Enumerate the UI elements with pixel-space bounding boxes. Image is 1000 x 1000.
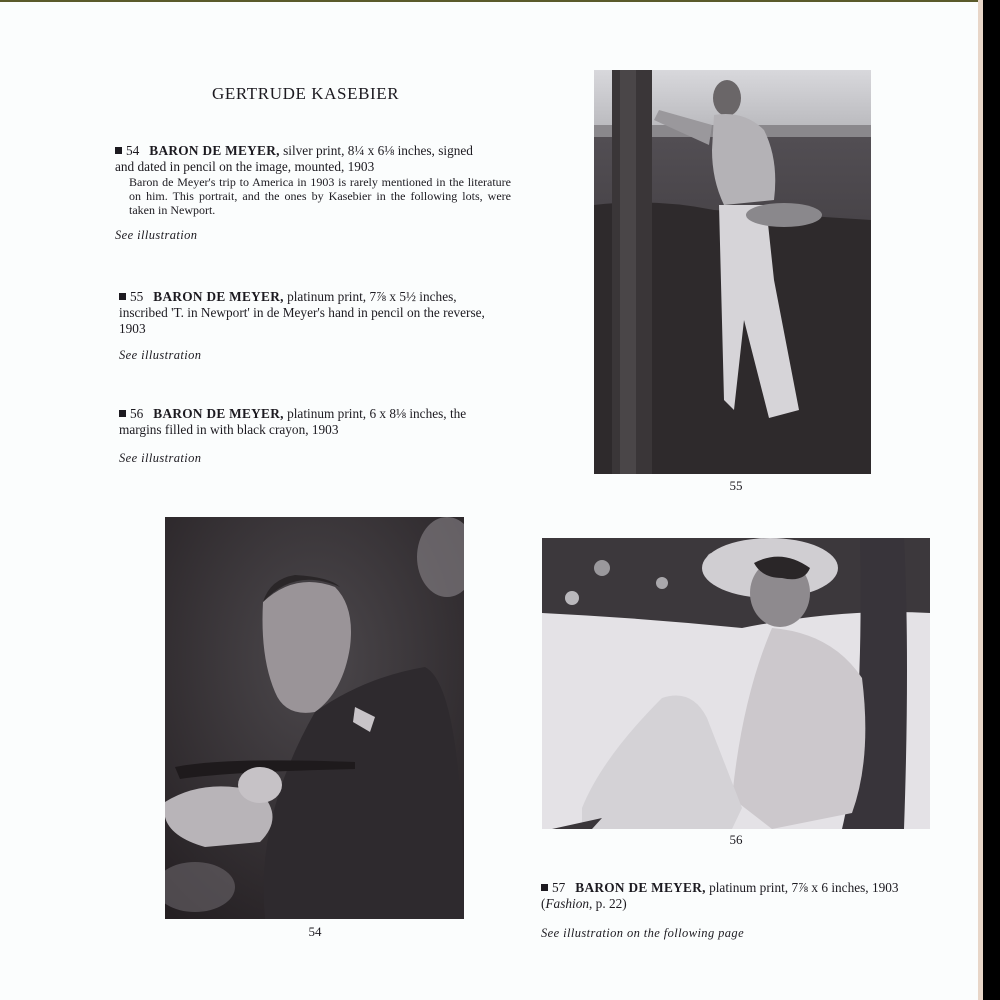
lot-title: BARON DE MEYER, (153, 406, 284, 421)
lot-57 (541, 880, 941, 912)
see-illustration-56: See illustration (119, 451, 202, 465)
lot-description-cont: inscribed 'T. in Newport' in de Meyer's hand in pencil on the reverse, (119, 305, 485, 320)
photo-54-image (165, 517, 464, 919)
lot-57-line1 (541, 880, 941, 896)
photo-55 (594, 70, 871, 474)
lot-55-line1 (119, 289, 515, 305)
bullet-square-icon (115, 147, 122, 154)
section-heading: GERTRUDE KASEBIER (212, 84, 400, 103)
lot-number: 54 (126, 143, 140, 158)
lot-description-cont: and dated in pencil on the image, mounted, 1903 (115, 159, 375, 174)
caption-56: 56 (729, 832, 743, 847)
publication-title: Fashion (545, 896, 590, 911)
lot-description: platinum print, 7⅞ x 6 inches, 1903 (705, 880, 899, 895)
bullet-square-icon (541, 884, 548, 891)
lot-56 (119, 406, 515, 438)
photo-55-image (594, 70, 871, 474)
lot-55 (119, 289, 515, 337)
see-illustration-55: See illustration (119, 348, 202, 362)
lot-title: BARON DE MEYER, (153, 289, 284, 304)
photo-54 (165, 517, 464, 919)
page-right-edge (978, 0, 983, 1000)
see-illustration-57: See illustration on the following page (541, 926, 745, 940)
lot-description-cont: margins filled in with black crayon, 1903 (119, 422, 339, 437)
lot-description-cont: 1903 (119, 321, 146, 336)
see-illustration-54: See illustration (115, 228, 198, 242)
paren-open: ( (541, 896, 546, 911)
bullet-square-icon (119, 293, 126, 300)
caption-54: 54 (308, 924, 322, 939)
lot-note: Baron de Meyer's trip to America in 1903 is rarely mentioned in the literature on him. This portrait, and the ones by Kasebier in the following lots, were taken in Newport. (129, 175, 511, 217)
caption-55: 55 (729, 478, 743, 493)
lot-54 (115, 143, 511, 217)
lot-description: silver print, 8¼ x 6⅛ inches, signed (279, 143, 473, 158)
lot-description: platinum print, 7⅞ x 5½ inches, (283, 289, 457, 304)
page-ref: , p. 22) (589, 896, 627, 911)
lot-title: BARON DE MEYER, (149, 143, 280, 158)
lot-number: 57 (552, 880, 566, 895)
photo-56 (542, 538, 930, 829)
lot-number: 56 (130, 406, 144, 421)
lot-56-line1 (119, 406, 515, 422)
photo-56-image (542, 538, 930, 829)
lot-57-line2 (541, 896, 941, 912)
lot-number: 55 (130, 289, 144, 304)
lot-54-line1 (115, 143, 511, 159)
lot-description: platinum print, 6 x 8⅛ inches, the (283, 406, 467, 421)
page-top-edge (0, 0, 980, 2)
bullet-square-icon (119, 410, 126, 417)
lot-title: BARON DE MEYER, (575, 880, 706, 895)
